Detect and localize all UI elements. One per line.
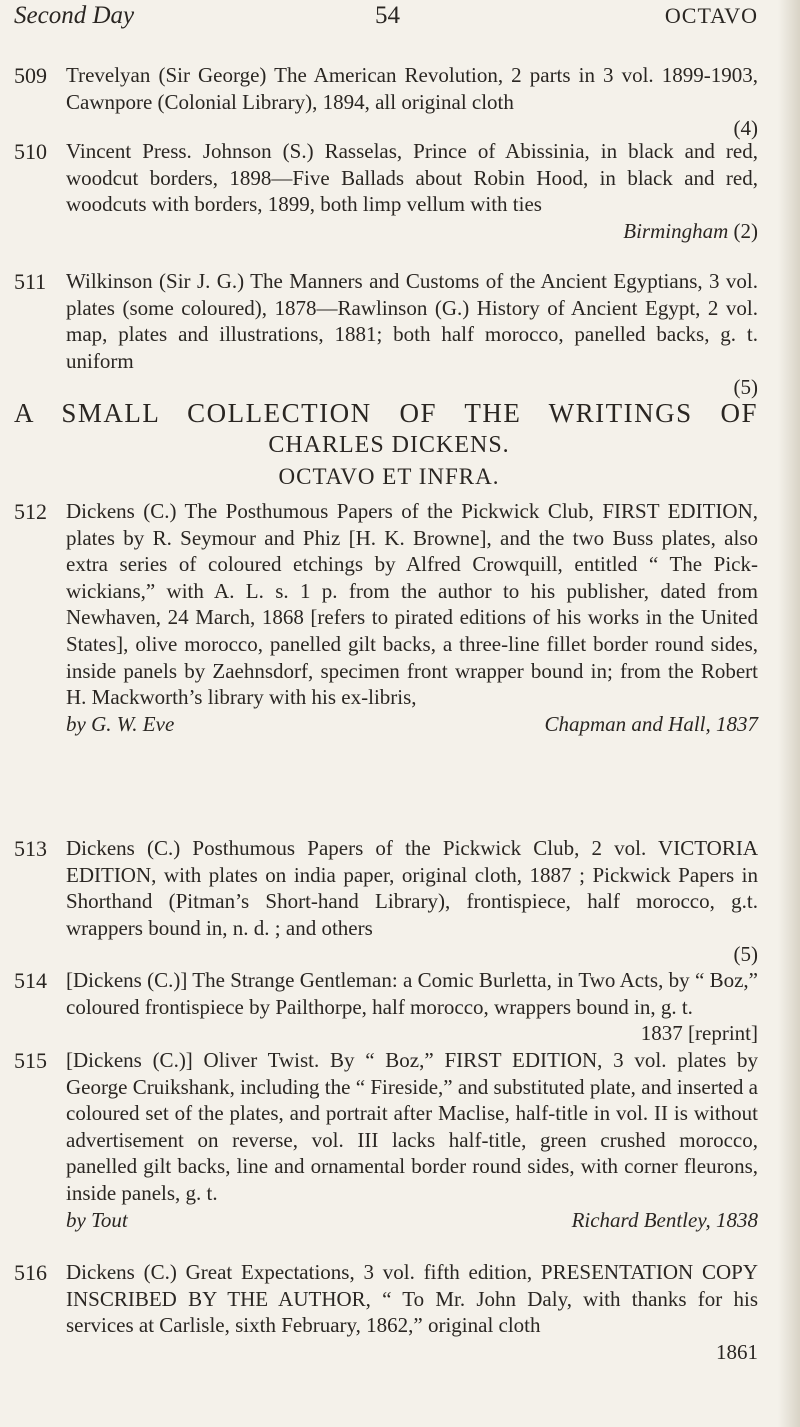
running-header: [0, 0, 778, 40]
lot-number: 516: [14, 1260, 47, 1285]
lot-date: 1861: [716, 1339, 758, 1364]
lot-description: [66, 138, 758, 244]
lot-text: Dickens (C.) Great Expectations, 3 vol. fifth edition, PRESENTATION COPY INSCRIBED BY THE AUTHOR, “ To Mr. John Daly, with thanks for his services at Carlisle, sixth February, 1862,” original cloth: [66, 1260, 758, 1338]
lot-number: 514: [14, 968, 47, 993]
section-subtitle-author: CHARLES DICKENS.: [268, 432, 510, 458]
lot-description: [66, 62, 758, 142]
lot-price: (2): [733, 218, 758, 243]
lot-tail: [66, 218, 758, 245]
lot-tail: [66, 1339, 758, 1366]
lot-tail: [66, 941, 758, 968]
lot-description: [66, 1047, 758, 1233]
lot-tail: [66, 1207, 758, 1234]
lot-number: 515: [14, 1048, 47, 1073]
section-subtitle-format: OCTAVO ET INFRA.: [278, 464, 500, 489]
lot-date: 1837 [reprint]: [640, 1021, 758, 1046]
page-edge-shadow: [778, 0, 800, 1427]
lot-price: (4): [733, 116, 758, 141]
lot-number: 510: [14, 139, 47, 164]
lot-number: 513: [14, 836, 47, 861]
lot-text: [Dickens (C.)] Oliver Twist. By “ Boz,” FIRST EDITION, 3 vol. plates by George Cruikshank, including the “ Fireside,” and substituted plate, and inserted a coloured set of the plates, and portrait after Maclise, half-title in vol. II is without advertisement on reverse, vol. III lacks half-title, green crushed morocco, panelled gilt backs, line and ornamental border round sides, with corner fleurons, inside panels, g. t.: [66, 1048, 758, 1205]
lot-description: [66, 967, 758, 1047]
lot-description: [66, 835, 758, 968]
section-title: A SMALL COLLECTION OF THE WRITINGS OF: [14, 398, 758, 428]
lot-description: [66, 268, 758, 401]
lot-text: Wilkinson (Sir J. G.) The Manners and Customs of the Ancient Egyptians, 3 vol. plates (some coloured), 1878—Rawlinson (G.) History of Ancient Egypt, 2 vol. map, plates and illustrations, 1881; both half morocco, panelled backs, g. t. uniform: [66, 269, 758, 373]
header-format: OCTAVO: [664, 3, 758, 28]
lot-price: (5): [733, 942, 758, 967]
lot-text: Trevelyan (Sir George) The American Revolution, 2 parts in 3 vol. 1899-1903, Cawnpore (Colonial Library), 1894, all original cloth: [66, 63, 758, 114]
lot-number: 511: [14, 269, 47, 294]
lot-description: [66, 498, 758, 737]
lot-publisher: Richard Bentley, 1838: [571, 1207, 758, 1232]
lot-text: Vincent Press. Johnson (S.) Rasselas, Prince of Abissinia, in black and red, woodcut borders, 1898—Five Ballads about Robin Hood, in black and red, woodcuts with borders, 1899, both limp vellum with ties: [66, 139, 758, 217]
page-number: 54: [375, 2, 400, 29]
lot-binder: by Tout: [66, 1207, 128, 1232]
lot-text: Dickens (C.) The Posthumous Papers of the Pickwick Club, FIRST EDITION, plates by R. Seymour and Phiz [H. K. Browne], and the two Buss plates, also extra series of coloured etchings by Alfred Crowquill, entitled “ The Pick-wickians,” with A. L. s. 1 p. from the author to his publisher, dated from Newhaven, 24 March, 1868 [refers to pirated editions of his works in the United States], olive morocco, panelled gilt backs, a three-line fillet border round sides, inside panels by Zaehnsdorf, specimen front wrapper bound in; from the Robert H. Mackworth’s library with his ex-libris,: [66, 499, 758, 710]
header-day: Second Day: [14, 2, 135, 29]
lot-description: [66, 1259, 758, 1365]
lot-number: 512: [14, 499, 47, 524]
lot-tail: [66, 1020, 758, 1047]
lot-text: [Dickens (C.)] The Strange Gentleman: a Comic Burletta, in Two Acts, by “ Boz,” coloured frontispiece by Pailthorpe, half morocco, wrappers bound in, g. t.: [66, 968, 758, 1019]
lot-text: Dickens (C.) Posthumous Papers of the Pickwick Club, 2 vol. VICTORIA EDITION, with plates on india paper, original cloth, 1887 ; Pickwick Papers in Shorthand (Pitman’s Short-hand Library), frontispiece, half morocco, g.t. wrappers bound in, n. d. ; and others: [66, 836, 758, 940]
lot-publisher: Chapman and Hall, 1837: [544, 711, 758, 736]
lot-binder: by G. W. Eve: [66, 711, 175, 736]
lot-place: Birmingham: [623, 218, 729, 243]
lot-price: (5): [733, 375, 758, 400]
lot-tail: [66, 711, 758, 738]
lot-number: 509: [14, 63, 47, 88]
